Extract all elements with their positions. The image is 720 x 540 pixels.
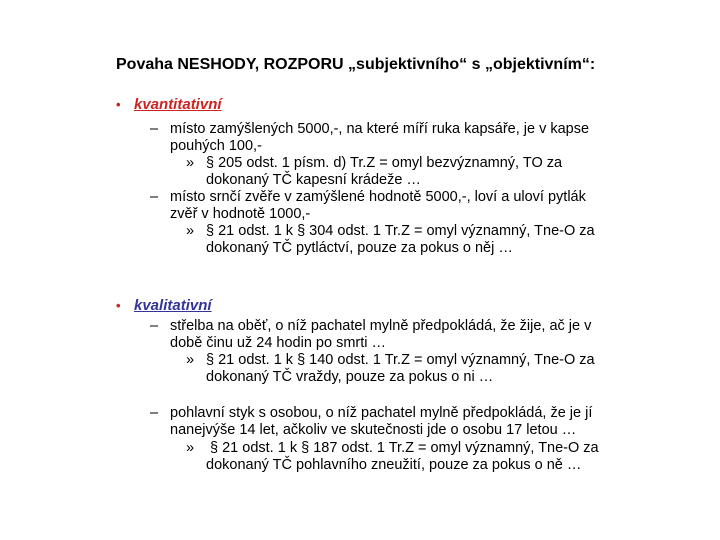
sub-item-text-line1: § 205 odst. 1 písm. d) Tr.Z = omyl bezvýznamný, TO za — [206, 155, 563, 171]
sub-list-item — [186, 155, 676, 189]
dash-icon: – — [150, 405, 159, 421]
page-title: Povaha NESHODY, ROZPORU „subjektivního“ s „objektivním“: — [116, 56, 596, 73]
section-kvantitativni-heading — [116, 96, 222, 113]
item-text-line1: místo srnčí zvěře v zamýšlené hodnotě 5000,-, loví a uloví pytlák — [170, 189, 586, 205]
item-text-line1: střelba na oběť, o níž pachatel mylně předpokládá, že žije, ač je v — [170, 318, 592, 334]
bullet-icon: • — [116, 97, 121, 112]
item-text-line1: místo zamýšlených 5000,-, na které míří ruka kapsáře, je v kapse — [170, 121, 590, 137]
list-item — [150, 318, 680, 352]
sub-item-text-line2: dokonaný TČ pohlavního zneužití, pouze za pokus o ně … — [206, 457, 582, 473]
sub-list-item — [186, 440, 676, 474]
chevron-right-icon: » — [186, 223, 195, 239]
sub-item-text-line2: dokonaný TČ pytláctví, pouze za pokus o něj … — [206, 240, 513, 256]
dash-icon: – — [150, 121, 159, 137]
item-text-line1: pohlavní styk s osobou, o níž pachatel mylně předpokládá, že je jí — [170, 405, 593, 421]
category-label-kvalitativni: kvalitativní — [134, 297, 212, 314]
sub-list-item — [186, 223, 676, 257]
dash-icon: – — [150, 189, 159, 205]
sub-item-text-line1: § 21 odst. 1 k § 304 odst. 1 Tr.Z = omyl významný, Tne-O za — [206, 223, 595, 239]
item-text-line2: pouhých 100,- — [170, 138, 262, 154]
list-item — [150, 121, 680, 155]
item-text-line2: zvěř v hodnotě 1000,- — [170, 206, 311, 222]
chevron-right-icon: » — [186, 440, 195, 456]
item-text-line2: nanejvýše 14 let, ačkoliv ve skutečnosti jde o osobu 17 letou … — [170, 422, 577, 438]
chevron-right-icon: » — [186, 155, 195, 171]
list-item — [150, 189, 680, 223]
list-item — [150, 405, 680, 439]
section-kvalitativni-heading — [116, 297, 212, 314]
item-text-line2: době činu už 24 hodin po smrti … — [170, 335, 387, 351]
sub-item-text-line1: § 21 odst. 1 k § 140 odst. 1 Tr.Z = omyl významný, Tne-O za — [206, 352, 595, 368]
sub-item-text-line2: dokonaný TČ kapesní krádeže … — [206, 172, 421, 188]
dash-icon: – — [150, 318, 159, 334]
chevron-right-icon: » — [186, 352, 195, 368]
category-label-kvantitativni: kvantitativní — [134, 96, 222, 113]
bullet-icon: • — [116, 298, 121, 313]
sub-item-text-line2: dokonaný TČ vraždy, pouze za pokus o ni … — [206, 369, 494, 385]
sub-list-item — [186, 352, 676, 386]
sub-item-text-line1: § 21 odst. 1 k § 187 odst. 1 Tr.Z = omyl významný, Tne-O za — [206, 440, 599, 456]
